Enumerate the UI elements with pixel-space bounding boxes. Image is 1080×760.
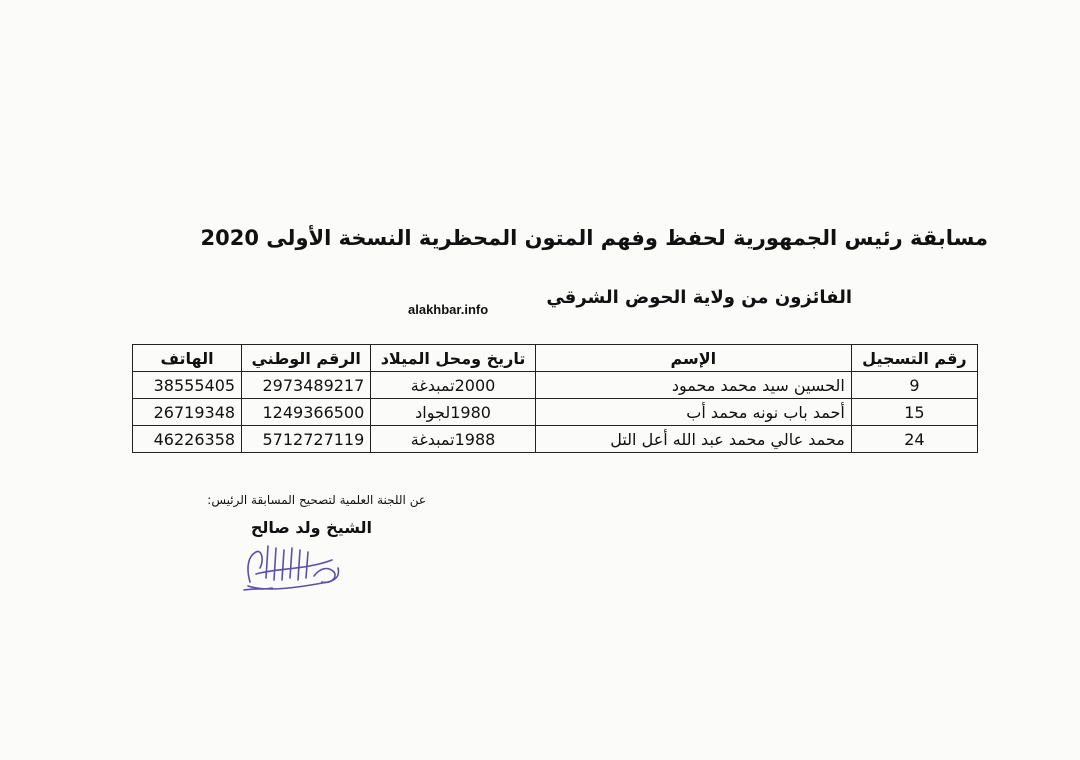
header-phone: الهاتف bbox=[133, 345, 242, 372]
cell-national-id: 5712727119 bbox=[242, 426, 371, 453]
source-watermark: alakhbar.info bbox=[408, 302, 489, 317]
table-row bbox=[133, 426, 978, 453]
table-header-row bbox=[133, 345, 978, 372]
cell-name: أحمد باب نونه محمد أب bbox=[535, 399, 851, 426]
document-title: مسابقة رئيس الجمهورية لحفظ وفهم المتون المحظرية النسخة الأولى 2020 bbox=[200, 226, 988, 250]
winners-table bbox=[132, 344, 978, 453]
cell-phone: 26719348 bbox=[133, 399, 242, 426]
committee-label: عن اللجنة العلمية لتصحيح المسابقة الرئيس: bbox=[207, 493, 426, 507]
cell-birth: 1980لجواد bbox=[371, 399, 536, 426]
cell-reg-no: 24 bbox=[851, 426, 977, 453]
header-reg-no: رقم التسجيل bbox=[851, 345, 977, 372]
cell-reg-no: 15 bbox=[851, 399, 977, 426]
cell-phone: 38555405 bbox=[133, 372, 242, 399]
cell-birth: 2000تمبدغة bbox=[371, 372, 536, 399]
cell-reg-no: 9 bbox=[851, 372, 977, 399]
signer-name: الشيخ ولد صالح bbox=[250, 518, 372, 537]
header-birth: تاريخ ومحل الميلاد bbox=[371, 345, 536, 372]
cell-phone: 46226358 bbox=[133, 426, 242, 453]
table-row bbox=[133, 372, 978, 399]
document-subtitle: الفائزون من ولاية الحوض الشرقي bbox=[546, 287, 852, 308]
cell-name: محمد عالي محمد عبد الله أعل التل bbox=[535, 426, 851, 453]
header-name: الإسم bbox=[535, 345, 851, 372]
header-national-id: الرقم الوطني bbox=[242, 345, 371, 372]
cell-name: الحسين سيد محمد محمود bbox=[535, 372, 851, 399]
cell-national-id: 2973489217 bbox=[242, 372, 371, 399]
cell-birth: 1988تمبدغة bbox=[371, 426, 536, 453]
cell-national-id: 1249366500 bbox=[242, 399, 371, 426]
table-row bbox=[133, 399, 978, 426]
handwritten-signature bbox=[236, 538, 346, 594]
